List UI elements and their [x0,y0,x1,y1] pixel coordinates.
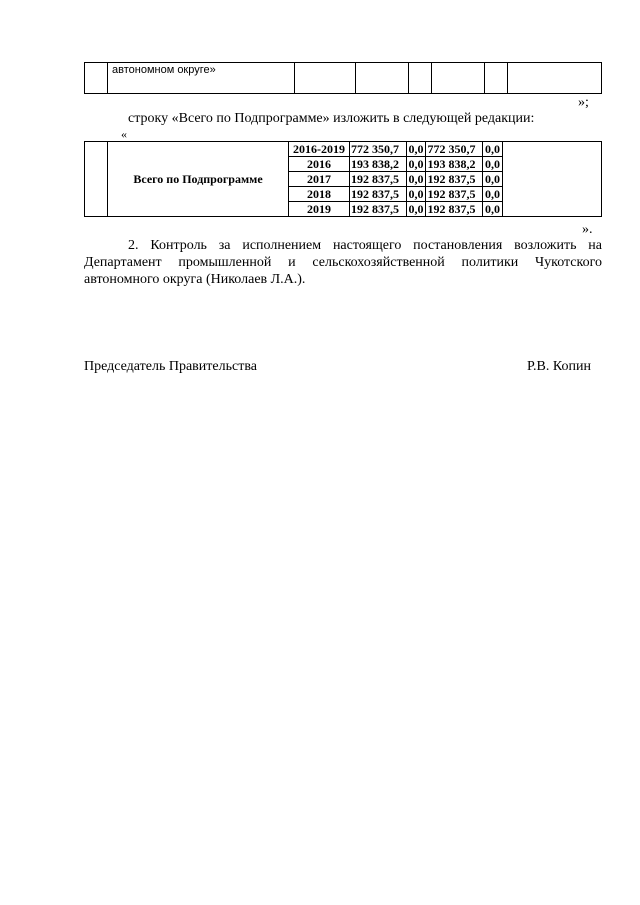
value-cell: 193 838,2 [426,157,483,172]
value-cell: 0,0 [406,187,426,202]
period-cell: 2019 [289,202,350,217]
table-row [85,63,602,94]
signatory-position: Председатель Правительства [84,359,257,374]
value-cell: 772 350,7 [426,142,483,157]
table-cell [85,142,108,217]
totals-table [84,141,602,217]
table-cell [409,63,432,94]
table-cell [356,63,409,94]
opening-quote: « [121,127,127,141]
value-cell: 0,0 [406,172,426,187]
value-cell: 0,0 [483,172,503,187]
value-cell: 192 837,5 [426,187,483,202]
continued-table [84,62,602,94]
table-cell [85,63,108,94]
total-cell: 193 838,2 [349,157,406,172]
value-cell: 192 837,5 [426,202,483,217]
table-row [85,142,602,157]
total-cell: 192 837,5 [349,172,406,187]
period-cell: 2016 [289,157,350,172]
table-cell [508,63,602,94]
closing-quote: ». [582,222,593,237]
signatory-name: Р.В. Копин [527,359,591,374]
value-cell: 0,0 [483,157,503,172]
period-cell: 2017 [289,172,350,187]
closing-quote: »; [578,95,589,110]
value-cell: 192 837,5 [426,172,483,187]
value-cell: 0,0 [483,142,503,157]
table-cell-text: автономном округе» [108,63,295,94]
value-cell: 0,0 [483,202,503,217]
paragraph-line: автономного округа (Николаев Л.А.). [84,272,306,287]
period-cell: 2016-2019 [289,142,350,157]
total-cell: 772 350,7 [349,142,406,157]
value-cell: 0,0 [406,157,426,172]
paragraph-line: 2. Контроль за исполнением настоящего постановления возложить на [128,238,602,253]
period-cell: 2018 [289,187,350,202]
table-cell [503,142,602,217]
paragraph-line: Департамент промышленной и сельскохозяйственной политики Чукотского [84,255,602,270]
table-cell [295,63,356,94]
subprogram-total-label: Всего по Подпрограмме [108,142,289,217]
total-cell: 192 837,5 [349,202,406,217]
instruction-text: строку «Всего по Подпрограмме» изложить в следующей редакции: [128,111,535,126]
value-cell: 0,0 [483,187,503,202]
value-cell: 0,0 [406,142,426,157]
table-cell [432,63,485,94]
table-cell [485,63,508,94]
value-cell: 0,0 [406,202,426,217]
total-cell: 192 837,5 [349,187,406,202]
